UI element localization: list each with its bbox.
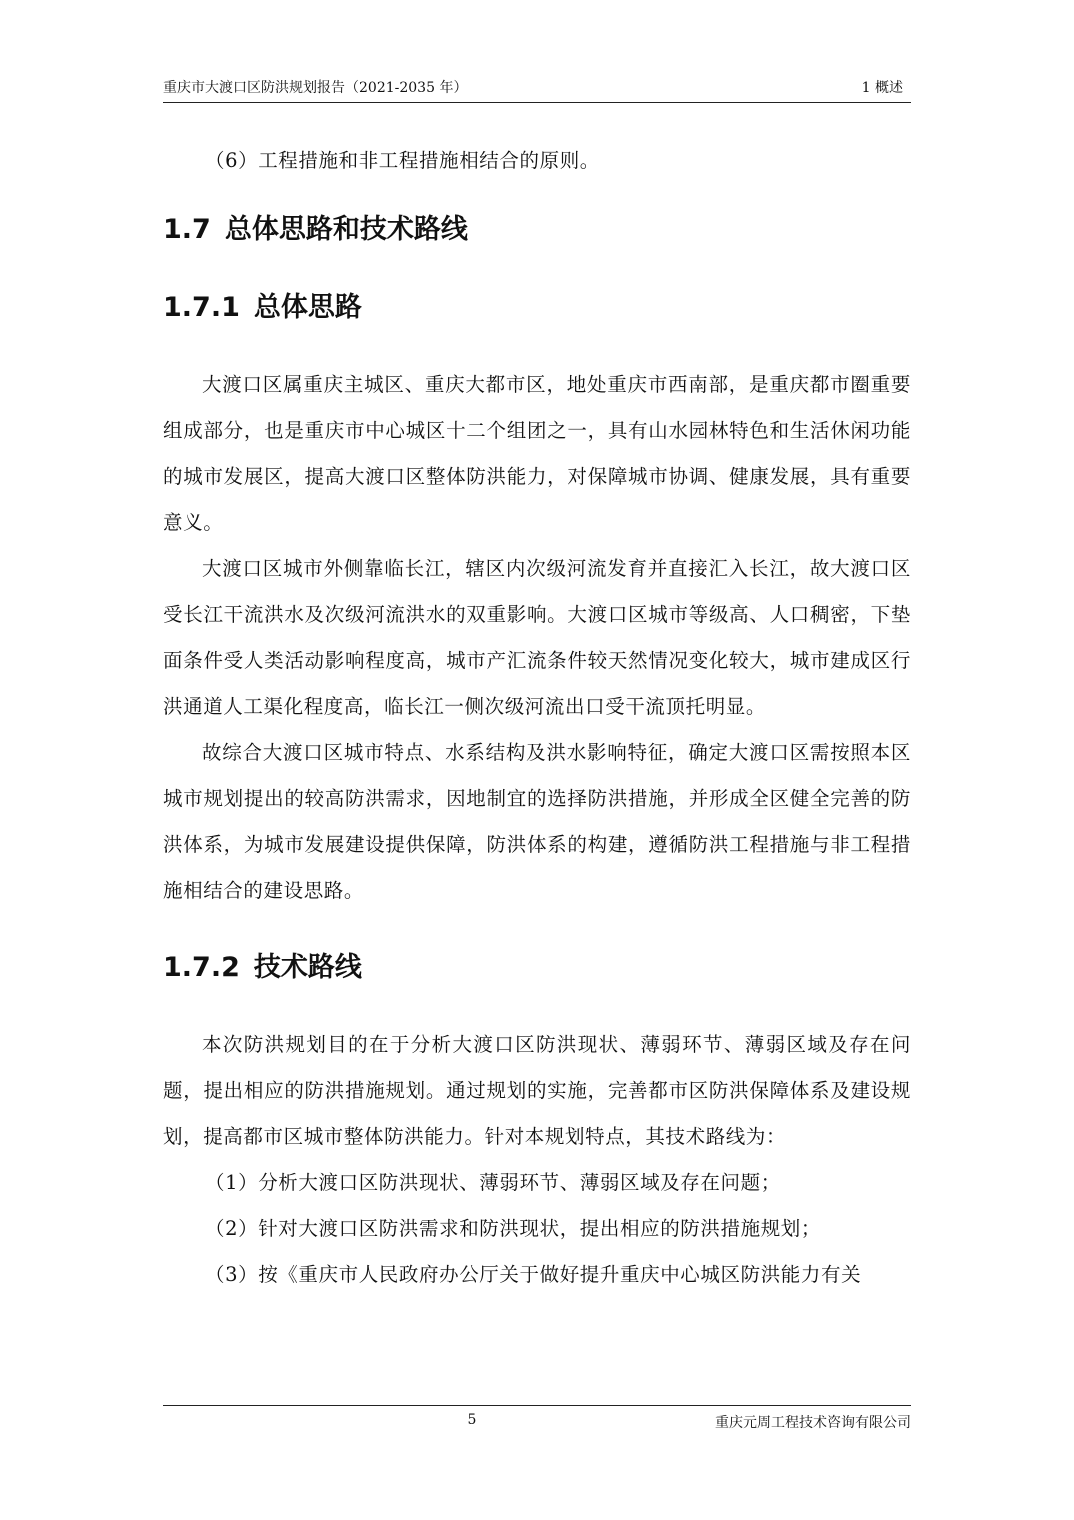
section-heading-1-7-2: [163, 944, 911, 992]
paragraph: 大渡口区城市外侧靠临长江，辖区内次级河流发育并直接汇入长江，故大渡口区受长江干流洪水及次级河流洪水的双重影响。大渡口区城市等级高、人口稠密，下垫面条件受人类活动影响程度高，城市产汇流条件较天然情况变化较大，城市建成区行洪通道人工渠化程度高，临长江一侧次级河流出口受干流顶托明显。: [163, 557, 911, 718]
section-number: 1.7.2: [163, 952, 240, 983]
list-item: （2）针对大渡口区防洪需求和防洪现状，提出相应的防洪措施规划；: [205, 1217, 822, 1240]
page-footer: [163, 1405, 911, 1436]
paragraph: 大渡口区属重庆主城区、重庆大都市区，地处重庆市西南部，是重庆都市圈重要组成部分，也是重庆市中心城区十二个组团之一，具有山水园林特色和生活休闲功能的城市发展区，提高大渡口区整体防洪能力，对保障城市协调、健康发展，具有重要意义。: [163, 373, 911, 534]
paragraph: 本次防洪规划目的在于分析大渡口区防洪现状、薄弱环节、薄弱区域及存在问题，提出相应的防洪措施规划。通过规划的实施，完善都市区防洪保障体系及建设规划，提高都市区城市整体防洪能力。针对本规划特点，其技术路线为：: [163, 1033, 911, 1148]
section-heading-1-7: [163, 206, 911, 254]
document-title: 重庆市大渡口区防洪规划报告（2021-2035 年）: [163, 80, 468, 96]
list-item: （1）分析大渡口区防洪现状、薄弱环节、薄弱区域及存在问题；: [205, 1171, 781, 1194]
list-item: （3）按《重庆市人民政府办公厅关于做好提升重庆中心城区防洪能力有关: [205, 1263, 862, 1286]
company-name: 重庆元周工程技术咨询有限公司: [715, 1415, 911, 1431]
section-title: 总体思路和技术路线: [224, 214, 468, 245]
list-item: （6）工程措施和非工程措施相结合的原则。: [205, 149, 600, 172]
section-heading-1-7-1: [163, 284, 911, 332]
paragraph: 故综合大渡口区城市特点、水系结构及洪水影响特征，确定大渡口区需按照本区城市规划提出的较高防洪需求，因地制宜的选择防洪措施，并形成全区健全完善的防洪体系，为城市发展建设提供保障，防洪体系的构建，遵循防洪工程措施与非工程措施相结合的建设思路。: [163, 741, 911, 902]
page-number: 5: [467, 1412, 477, 1428]
page-content: [163, 138, 911, 1298]
section-title: 总体思路: [253, 292, 362, 323]
section-number: 1.7.1: [163, 292, 240, 323]
section-number: 1.7: [163, 214, 211, 245]
section-title: 技术路线: [253, 952, 362, 983]
chapter-label: 1 概述: [861, 80, 903, 96]
page-header: [163, 78, 911, 103]
